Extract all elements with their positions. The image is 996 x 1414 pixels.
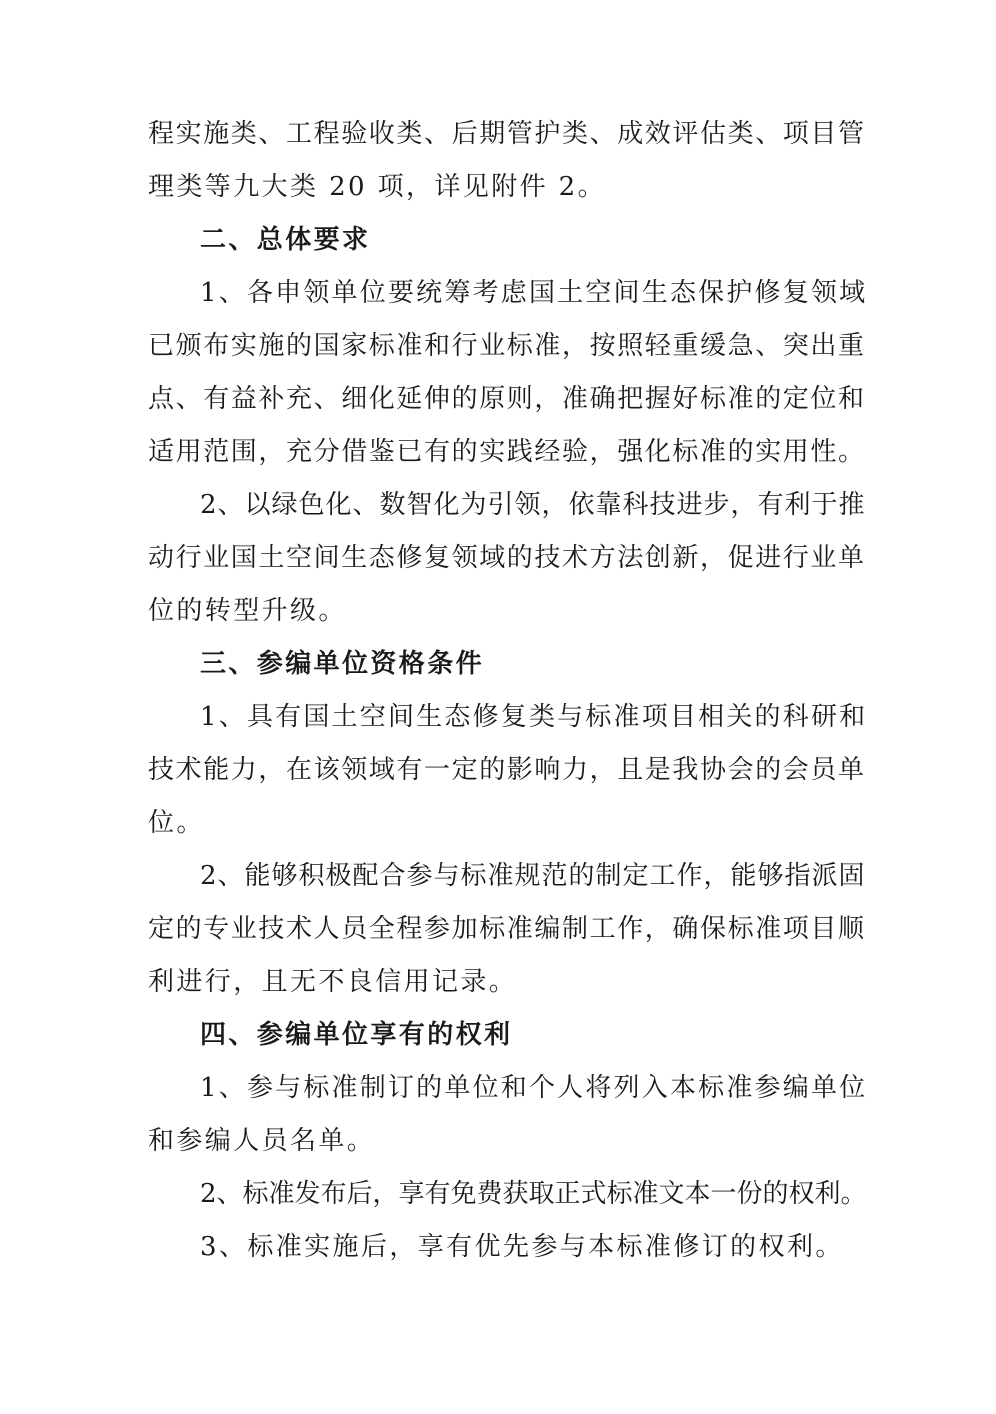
paragraph-line: 点、有益补充、细化延伸的原则，准确把握好标准的定位和	[148, 384, 866, 414]
paragraph-line: 程实施类、工程验收类、后期管护类、成效评估类、项目管	[148, 119, 866, 149]
paragraph-line: 动行业国土空间生态修复领域的技术方法创新，促进行业单	[148, 543, 866, 573]
section-heading-qualifications: 三、参编单位资格条件	[200, 649, 485, 679]
paragraph-line: 适用范围，充分借鉴已有的实践经验，强化标准的实用性。	[148, 437, 866, 467]
paragraph-line: 1、具有国土空间生态修复类与标准项目相关的科研和	[200, 702, 868, 732]
paragraph-line: 3、标准实施后，享有优先参与本标准修订的权利。	[200, 1232, 844, 1262]
paragraph-line: 利进行，且无不良信用记录。	[148, 967, 518, 997]
paragraph-line: 1、参与标准制订的单位和个人将列入本标准参编单位	[200, 1073, 868, 1103]
paragraph-line: 和参编人员名单。	[148, 1126, 376, 1156]
paragraph-line: 1、各申领单位要统筹考虑国土空间生态保护修复领域	[200, 278, 868, 308]
paragraph-line: 技术能力，在该领域有一定的影响力，且是我协会的会员单	[148, 755, 866, 785]
paragraph-line: 理类等九大类 20 项，详见附件 2。	[148, 172, 607, 202]
paragraph-line: 位。	[148, 808, 205, 838]
paragraph-line: 定的专业技术人员全程参加标准编制工作，确保标准项目顺	[148, 914, 866, 944]
section-heading-overall-requirements: 二、总体要求	[200, 225, 371, 255]
paragraph-line: 2、标准发布后，享有免费获取正式标准文本一份的权利。	[200, 1179, 867, 1209]
paragraph-line: 2、能够积极配合参与标准规范的制定工作，能够指派固	[200, 861, 866, 891]
paragraph-line: 位的转型升级。	[148, 596, 347, 626]
paragraph-line: 已颁布实施的国家标准和行业标准，按照轻重缓急、突出重	[148, 331, 866, 361]
paragraph-line: 2、以绿色化、数智化为引领，依靠科技进步，有利于推	[200, 490, 866, 520]
section-heading-rights: 四、参编单位享有的权利	[200, 1020, 513, 1050]
